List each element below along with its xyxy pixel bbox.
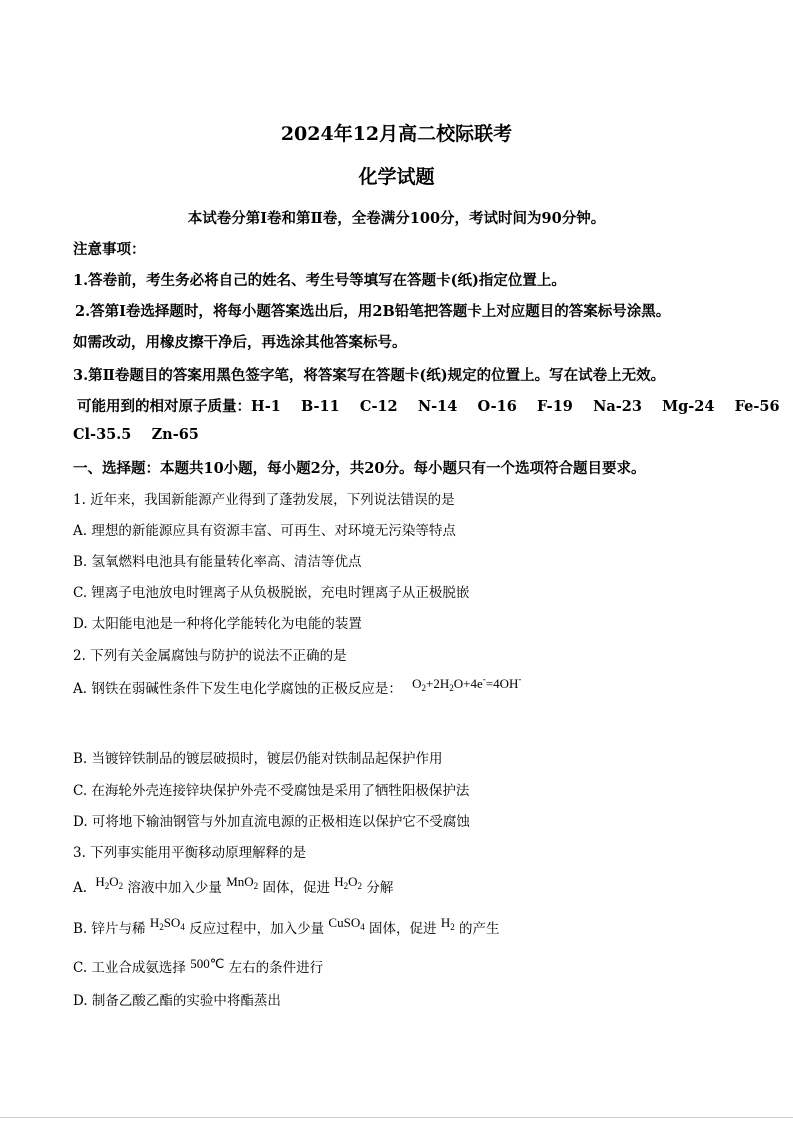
- exam-title: 2024年12月高二校际联考: [280, 123, 513, 145]
- q3-option-b: B. 锌片与稀 $H_2SO_4$ 反应过程中，加入少量 CuSO$_4$ 固体，促进 $H_2$ 的产生: [73, 915, 500, 937]
- page-bottom-rule: [0, 1117, 793, 1118]
- q2-stem: 2. 下列有关金属腐蚀与防护的说法不正确的是: [73, 648, 347, 664]
- q3-option-d: D. 制备乙酸乙酯的实验中将酯蒸出: [73, 993, 281, 1009]
- q1-option-c: C. 锂离子电池放电时锂离子从负极脱嵌，充电时锂离子从正极脱嵌: [73, 585, 470, 601]
- q1-stem: 1. 近年来，我国新能源产业得到了蓬勃发展，下列说法错误的是: [73, 492, 455, 508]
- subject-title: 化学试题: [358, 166, 435, 188]
- cathode-reaction-formula: $O_2+2H_2O+4e^-=4OH^-$: [412, 674, 522, 693]
- q2-option-b: B. 当镀锌铁制品的镀层破损时，镀层仍能对铁制品起保护作用: [73, 751, 443, 767]
- q2-option-a-text: A. 钢铁在弱碱性条件下发生电化学腐蚀的正极反应是：: [73, 681, 402, 697]
- q2-option-d: D. 可将地下输油钢管与外加直流电源的正极相连以保护它不受腐蚀: [73, 814, 470, 830]
- note-item-3: 3.第Ⅱ卷题目的答案用黑色签字笔，将答案写在答题卡(纸)规定的位置上。写在试卷上无效。: [73, 367, 666, 384]
- note-item-2: 2.答第Ⅰ卷选择题时，将每小题答案选出后，用2B铅笔把答题卡上对应题目的答案标号涂黑。: [75, 303, 671, 320]
- temperature-value: 500℃: [190, 956, 225, 971]
- cuso4-formula: CuSO$_4$: [328, 915, 365, 932]
- section-1-heading: 一、选择题：本题共10小题，每小题2分，共20分。每小题只有一个选项符合题目要求。: [73, 460, 646, 477]
- notes-heading: 注意事项：: [73, 241, 146, 258]
- h2o2-formula: $H_2O_2$: [95, 874, 124, 891]
- atomic-masses-line-2: Cl-35.5 Zn-65: [73, 426, 199, 443]
- q1-option-b: B. 氢氧燃料电池具有能量转化率高、清洁等优点: [73, 554, 362, 570]
- q3-stem: 3. 下列事实能用平衡移动原理解释的是: [73, 845, 307, 861]
- atomic-masses-line-1: 可能用到的相对原子质量：H-1 B-11 C-12 N-14 O-16 F-19 Na-23 Mg-24 Fe-56: [77, 398, 780, 415]
- h2so4-formula: $H_2SO_4$: [149, 915, 185, 932]
- exam-info-line: 本试卷分第Ⅰ卷和第Ⅱ卷，全卷满分100分，考试时间为90分钟。: [187, 210, 606, 227]
- q1-option-a: A. 理想的新能源应具有资源丰富、可再生、对环境无污染等特点: [73, 523, 456, 539]
- note-item-1: 1.答卷前，考生务必将自己的姓名、考生号等填写在答题卡(纸)指定位置上。: [73, 272, 566, 289]
- q3-option-a: A. $H_2O_2$ 溶液中加入少量 MnO$_2$ 固体，促进 $H_2O_2$ 分解: [73, 874, 394, 896]
- h2o2-formula-2: $H_2O_2$: [334, 874, 363, 891]
- q1-option-d: D. 太阳能电池是一种将化学能转化为电能的装置: [73, 616, 362, 632]
- q2-option-c: C. 在海轮外壳连接锌块保护外壳不受腐蚀是采用了牺牲阳极保护法: [73, 783, 470, 799]
- h2-formula: $H_2$: [440, 915, 455, 932]
- mno2-formula: MnO$_2$: [226, 874, 259, 891]
- q3-option-c: C. 工业合成氨选择 500℃ 左右的条件进行: [73, 956, 324, 976]
- q2-option-a: [73, 674, 522, 698]
- note-item-2-continued: 如需改动，用橡皮擦干净后，再选涂其他答案标号。: [73, 334, 407, 351]
